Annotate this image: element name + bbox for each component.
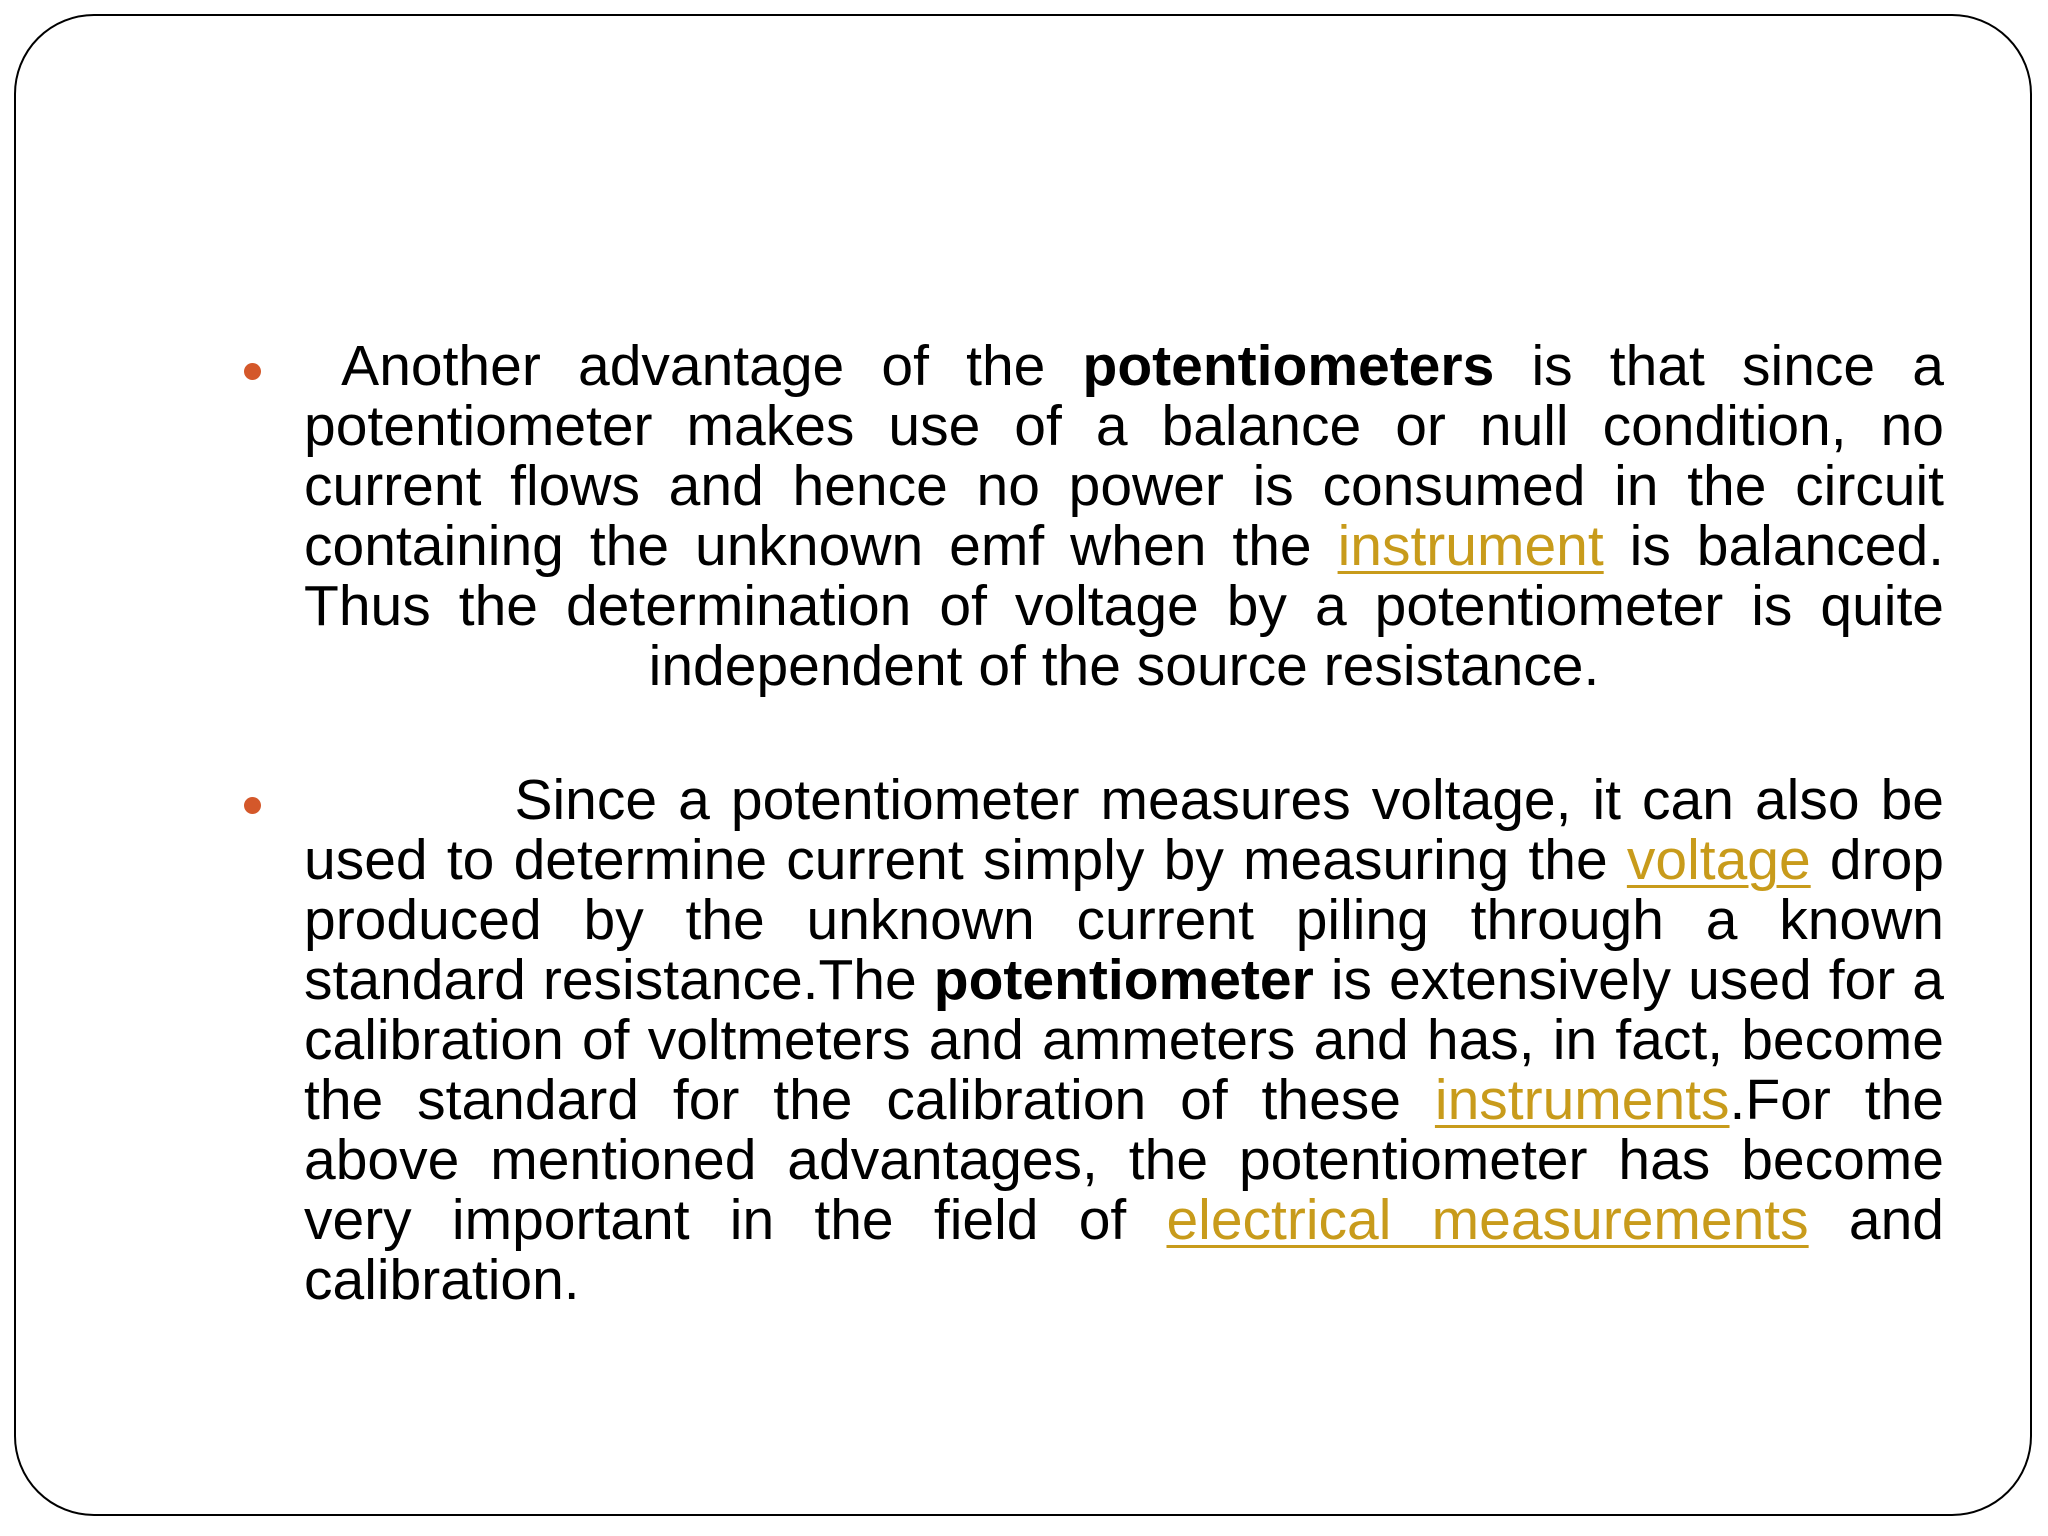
bullet-text-2 [304, 770, 1944, 1310]
slide-frame [14, 14, 2032, 1516]
bullet-dot-icon [244, 797, 261, 814]
link-electrical-measurements[interactable]: electrical measurements [1166, 1188, 1809, 1252]
text-segment: is balanced. Thus the determination of voltage by a potentiometer is quite independent of the source resistance. [304, 514, 1944, 698]
bullet-dot-icon [244, 363, 261, 380]
bullet-item-2 [226, 770, 1944, 1310]
bullet-text-1 [304, 336, 1944, 696]
text-segment: Since a potentiometer measures voltage, it can also be used to determine current simply by measuring the [304, 768, 1944, 892]
text-segment: Another advantage of the [304, 334, 1083, 398]
slide-content [226, 336, 1944, 1310]
bold-term: potentiometers [1082, 334, 1495, 398]
link-instruments[interactable]: instruments [1434, 1068, 1730, 1132]
text-segment: and calibration. [304, 1188, 1944, 1312]
text-segment: is extensively used for a calibration of voltmeters and ammeters and has, in fact, become the standard for the calibration of these [304, 948, 1944, 1132]
text-segment: .For the above mentioned advantages, the potentiometer has become very important in the field of [304, 1068, 1944, 1252]
link-instrument[interactable]: instrument [1337, 514, 1604, 578]
bold-term: potentiometer [933, 948, 1314, 1012]
text-segment: is that since a potentiometer makes use of a balance or null condition, no current flows and hence no power is consumed in the circuit containing the unknown emf when the [304, 334, 1944, 578]
link-voltage[interactable]: voltage [1626, 828, 1811, 892]
bullet-item-1 [226, 336, 1944, 696]
text-segment: drop produced by the unknown current piling through a known standard resistance.The [304, 828, 1944, 1012]
